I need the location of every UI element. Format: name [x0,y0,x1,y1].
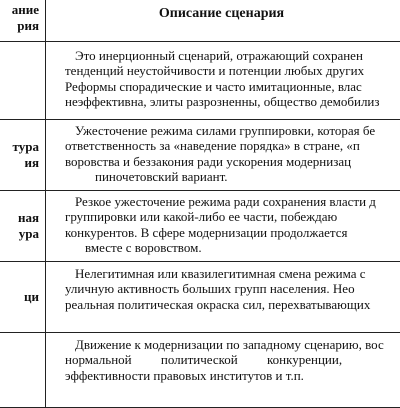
table-row [0,120,400,191]
scenario-name-cell [0,262,46,332]
scenario-description-cell [46,191,400,261]
table-row [0,191,400,262]
scenario-description-cell [46,42,400,119]
header-description-title: Описание сценария [158,6,285,21]
header-description-cell [46,0,400,41]
description-line: Это инерционный сценарий, отражающий сохранен [75,48,363,63]
description-line: вместе с воровством. [85,240,202,256]
description-line: неэффективна, элиты разрозненны, общество демобилиз [65,94,380,110]
header-left-line: ание [11,2,39,17]
table-header-row [0,0,400,42]
description-line: Нелегитимная или квазилегитимная смена режима с [75,266,366,281]
description-line: Реформы спорадические и часто имитационные, влас [65,78,362,94]
description-line: ответственность за «наведение порядка» в стране, «п [65,138,360,154]
description-line: пиночетовский вариант. [95,169,228,185]
description-line: реальная политическая окраска сил, перехватывающих [65,296,371,312]
description-line: эффективности правовых институтов и т.п. [65,367,304,383]
table-row [0,333,400,408]
description-line: уличную активность больших групп населения. Нео [65,281,355,297]
scenario-name-cell [0,42,46,119]
scenario-name-line: ци [24,289,39,304]
description-line: нормальной политической конкуренции, [65,352,343,368]
scenario-name-cell [0,333,46,407]
scenario-description-cell [46,120,400,190]
scenario-name-line: тура [12,139,39,154]
scenario-name-cell [0,191,46,261]
description-line: группировки или какой-либо ее части, побеждаю [65,209,338,225]
scenario-description-cell [46,262,400,332]
scenario-description-cell [46,333,400,407]
header-scenario-name-cell [0,0,46,41]
scenario-name-line: ура [18,226,39,241]
table-row [0,42,400,120]
header-left-line: рия [17,18,39,33]
scenario-name-line: ная [17,210,39,225]
description-line: воровства и беззакония ради ускорения модернизац [65,153,352,169]
description-line: Ужесточение режима силами группировки, которая бе [75,123,376,138]
description-line: Резкое ужесточение режима ради сохранения власти д [75,194,376,209]
scenario-name-line: ия [24,155,39,170]
description-line: тенденций неустойчивости и потенции любых других [65,63,365,79]
scenario-name-cell [0,120,46,190]
description-line: Движение к модернизации по западному сценарию, вос [75,337,384,352]
table-row [0,262,400,333]
description-line: конкурентов. В сфере модернизации продолжается [65,224,348,240]
